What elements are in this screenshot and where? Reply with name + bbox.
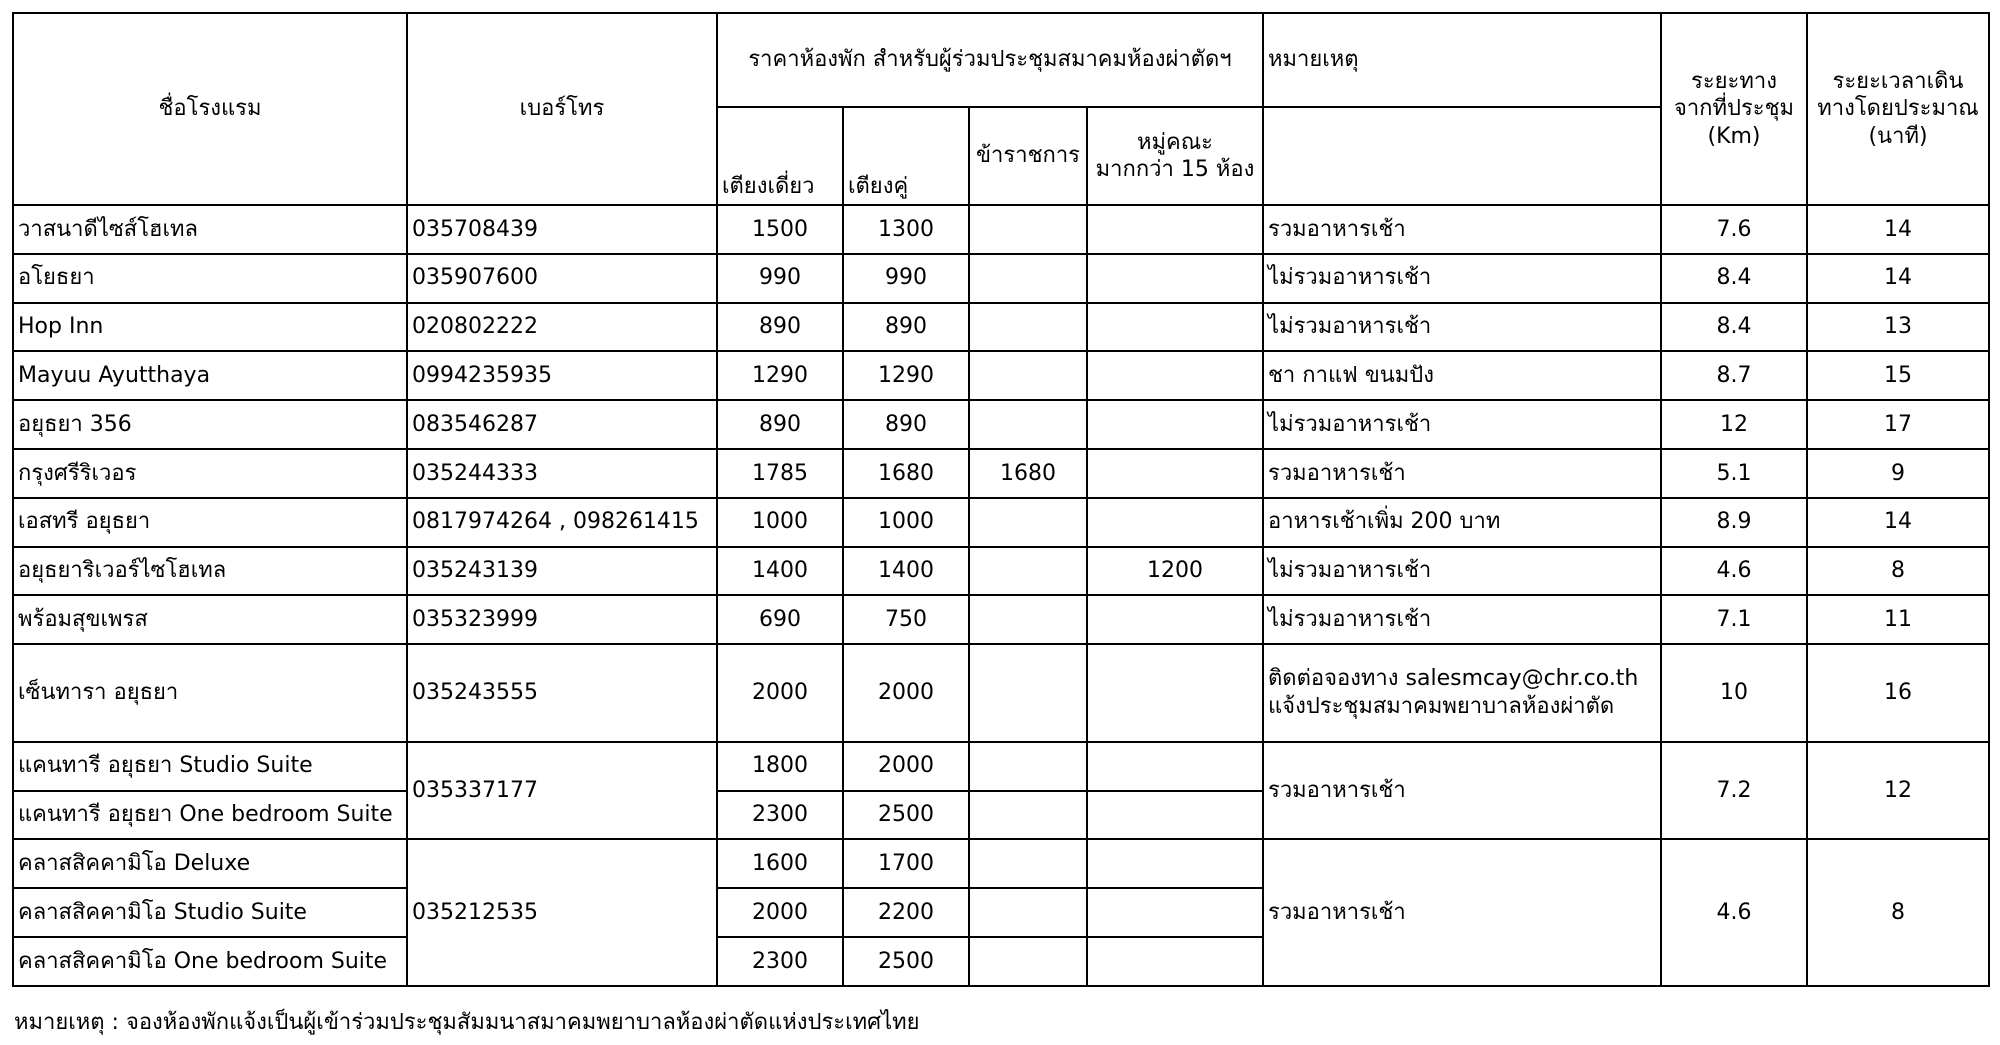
header-time xyxy=(1807,13,1989,205)
single-bed-price-cell: 2000 xyxy=(717,644,843,742)
distance-cell: 7.1 xyxy=(1661,595,1807,644)
single-bed-price-cell: 1785 xyxy=(717,449,843,498)
group-price-cell xyxy=(1087,351,1263,400)
header-hotel-name: ชื่อโรงแรม xyxy=(13,13,407,205)
twin-bed-price-cell: 890 xyxy=(843,400,969,449)
header-remark: หมายเหตุ xyxy=(1263,13,1661,107)
distance-cell: 7.6 xyxy=(1661,205,1807,254)
group-price-cell xyxy=(1087,644,1263,742)
group-price-cell xyxy=(1087,595,1263,644)
single-bed-price-cell: 990 xyxy=(717,254,843,303)
remark-cell xyxy=(1263,644,1661,742)
government-price-cell xyxy=(969,547,1087,596)
government-price-cell xyxy=(969,644,1087,742)
government-price-cell xyxy=(969,742,1087,791)
hotel-name-cell: คลาสสิคคามิโอ Studio Suite xyxy=(13,888,407,937)
government-price-cell xyxy=(969,498,1087,547)
phone-cell: 035243139 xyxy=(407,547,717,596)
single-bed-price-cell: 1290 xyxy=(717,351,843,400)
twin-bed-price-cell: 990 xyxy=(843,254,969,303)
government-price-cell xyxy=(969,400,1087,449)
government-price-cell xyxy=(969,351,1087,400)
header-remark-blank xyxy=(1263,107,1661,205)
time-cell: 15 xyxy=(1807,351,1989,400)
header-distance-line1: ระยะทาง xyxy=(1691,68,1777,94)
header-government: ข้าราชการ xyxy=(969,107,1087,205)
remark-cell-line2: แจ้งประชุมสมาคมพยาบาลห้องผ่าตัด xyxy=(1268,693,1615,719)
group-price-cell xyxy=(1087,303,1263,352)
single-bed-price-cell: 2300 xyxy=(717,937,843,986)
phone-cell: 083546287 xyxy=(407,400,717,449)
twin-bed-price-cell: 750 xyxy=(843,595,969,644)
twin-bed-price-cell: 1300 xyxy=(843,205,969,254)
table-row xyxy=(13,449,1989,498)
table-row xyxy=(13,498,1989,547)
twin-bed-price-cell: 2000 xyxy=(843,644,969,742)
header-group-line1: หมู่คณะ xyxy=(1137,129,1213,155)
header-single-bed: เตียงเดี่ยว xyxy=(717,107,843,205)
remark-cell: อาหารเช้าเพิ่ม 200 บาท xyxy=(1263,498,1661,547)
phone-cell: 035907600 xyxy=(407,254,717,303)
twin-bed-price-cell: 1700 xyxy=(843,839,969,888)
time-cell: 14 xyxy=(1807,254,1989,303)
header-twin-bed: เตียงคู่ xyxy=(843,107,969,205)
header-time-line1: ระยะเวลาเดิน xyxy=(1832,68,1964,94)
time-cell: 9 xyxy=(1807,449,1989,498)
government-price-cell xyxy=(969,888,1087,937)
single-bed-price-cell: 890 xyxy=(717,400,843,449)
remark-cell: ชา กาแฟ ขนมปัง xyxy=(1263,351,1661,400)
twin-bed-price-cell: 2500 xyxy=(843,937,969,986)
time-cell: 11 xyxy=(1807,595,1989,644)
time-cell: 12 xyxy=(1807,742,1989,840)
remark-cell: รวมอาหารเช้า xyxy=(1263,205,1661,254)
time-cell: 8 xyxy=(1807,547,1989,596)
single-bed-price-cell: 2000 xyxy=(717,888,843,937)
twin-bed-price-cell: 2500 xyxy=(843,791,969,840)
group-price-cell xyxy=(1087,937,1263,986)
phone-cell: 0994235935 xyxy=(407,351,717,400)
distance-cell: 12 xyxy=(1661,400,1807,449)
group-price-cell xyxy=(1087,205,1263,254)
government-price-cell xyxy=(969,595,1087,644)
group-price-cell xyxy=(1087,400,1263,449)
header-price-group: ราคาห้องพัก สำหรับผู้ร่วมประชุมสมาคมห้องผ่าตัดฯ xyxy=(717,13,1263,107)
remark-cell: ไม่รวมอาหารเช้า xyxy=(1263,254,1661,303)
time-cell: 13 xyxy=(1807,303,1989,352)
distance-cell: 10 xyxy=(1661,644,1807,742)
hotel-name-cell: Mayuu Ayutthaya xyxy=(13,351,407,400)
government-price-cell xyxy=(969,937,1087,986)
hotel-name-cell: เซ็นทารา อยุธยา xyxy=(13,644,407,742)
distance-cell: 8.9 xyxy=(1661,498,1807,547)
single-bed-price-cell: 1600 xyxy=(717,839,843,888)
government-price-cell xyxy=(969,303,1087,352)
remark-cell: ไม่รวมอาหารเช้า xyxy=(1263,400,1661,449)
distance-cell: 8.4 xyxy=(1661,303,1807,352)
header-phone: เบอร์โทร xyxy=(407,13,717,205)
hotel-name-cell: อยุธยา 356 xyxy=(13,400,407,449)
government-price-cell xyxy=(969,205,1087,254)
header-group-line2: มากกว่า 15 ห้อง xyxy=(1095,157,1255,182)
header-distance-line2: จากที่ประชุม xyxy=(1673,96,1795,122)
hotel-name-cell: พร้อมสุขเพรส xyxy=(13,595,407,644)
group-price-cell xyxy=(1087,839,1263,888)
remark-cell: รวมอาหารเช้า xyxy=(1263,449,1661,498)
remark-cell: รวมอาหารเช้า xyxy=(1263,839,1661,985)
group-price-cell xyxy=(1087,742,1263,791)
table-row xyxy=(13,742,1989,791)
table-row xyxy=(13,254,1989,303)
time-cell: 8 xyxy=(1807,839,1989,985)
table-row xyxy=(13,595,1989,644)
phone-cell: 020802222 xyxy=(407,303,717,352)
phone-cell: 035337177 xyxy=(407,742,717,840)
hotel-name-cell: แคนทารี อยุธยา One bedroom Suite xyxy=(13,791,407,840)
group-price-cell xyxy=(1087,498,1263,547)
hotel-name-cell: เอสทรี อยุธยา xyxy=(13,498,407,547)
twin-bed-price-cell: 2200 xyxy=(843,888,969,937)
header-time-line3: (นาที) xyxy=(1868,123,1928,149)
header-time-line2: ทางโดยประมาณ xyxy=(1817,96,1979,122)
twin-bed-price-cell: 2000 xyxy=(843,742,969,791)
single-bed-price-cell: 2300 xyxy=(717,791,843,840)
twin-bed-price-cell: 1400 xyxy=(843,547,969,596)
hotel-name-cell: คลาสสิคคามิโอ One bedroom Suite xyxy=(13,937,407,986)
phone-cell: 0817974264 , 098261415 xyxy=(407,498,717,547)
remark-cell-line1: ติดต่อจองทาง salesmcay@chr.co.th xyxy=(1268,666,1639,692)
remark-cell: ไม่รวมอาหารเช้า xyxy=(1263,303,1661,352)
hotel-name-cell: กรุงศรีริเวอร xyxy=(13,449,407,498)
group-price-cell xyxy=(1087,254,1263,303)
hotel-price-table xyxy=(12,12,1990,987)
phone-cell: 035708439 xyxy=(407,205,717,254)
time-cell: 14 xyxy=(1807,498,1989,547)
distance-cell: 8.4 xyxy=(1661,254,1807,303)
distance-cell: 5.1 xyxy=(1661,449,1807,498)
single-bed-price-cell: 1800 xyxy=(717,742,843,791)
distance-cell: 4.6 xyxy=(1661,547,1807,596)
phone-cell: 035244333 xyxy=(407,449,717,498)
time-cell: 14 xyxy=(1807,205,1989,254)
footnote: หมายเหตุ : จองห้องพักแจ้งเป็นผู้เข้าร่วมประชุมสัมมนาสมาคมพยาบาลห้องผ่าตัดแห่งประเทศไทย xyxy=(14,1010,920,1035)
group-price-cell xyxy=(1087,449,1263,498)
hotel-name-cell: แคนทารี อยุธยา Studio Suite xyxy=(13,742,407,791)
single-bed-price-cell: 690 xyxy=(717,595,843,644)
header-group xyxy=(1087,107,1263,205)
single-bed-price-cell: 1000 xyxy=(717,498,843,547)
group-price-cell xyxy=(1087,791,1263,840)
single-bed-price-cell: 1400 xyxy=(717,547,843,596)
group-price-cell xyxy=(1087,888,1263,937)
twin-bed-price-cell: 890 xyxy=(843,303,969,352)
remark-cell: รวมอาหารเช้า xyxy=(1263,742,1661,840)
single-bed-price-cell: 890 xyxy=(717,303,843,352)
government-price-cell xyxy=(969,839,1087,888)
time-cell: 16 xyxy=(1807,644,1989,742)
hotel-name-cell: อยุธยาริเวอร์ไซโฮเทล xyxy=(13,547,407,596)
hotel-name-cell: คลาสสิคคามิโอ Deluxe xyxy=(13,839,407,888)
remark-cell: ไม่รวมอาหารเช้า xyxy=(1263,595,1661,644)
time-cell: 17 xyxy=(1807,400,1989,449)
table-row xyxy=(13,400,1989,449)
single-bed-price-cell: 1500 xyxy=(717,205,843,254)
header-distance xyxy=(1661,13,1807,205)
government-price-cell xyxy=(969,254,1087,303)
hotel-name-cell: Hop Inn xyxy=(13,303,407,352)
table-row xyxy=(13,303,1989,352)
government-price-cell xyxy=(969,791,1087,840)
group-price-cell: 1200 xyxy=(1087,547,1263,596)
hotel-name-cell: อโยธยา xyxy=(13,254,407,303)
table-row xyxy=(13,547,1989,596)
distance-cell: 8.7 xyxy=(1661,351,1807,400)
twin-bed-price-cell: 1290 xyxy=(843,351,969,400)
distance-cell: 4.6 xyxy=(1661,839,1807,985)
government-price-cell: 1680 xyxy=(969,449,1087,498)
header-distance-line3: (Km) xyxy=(1707,123,1761,149)
table-row xyxy=(13,351,1989,400)
phone-cell: 035212535 xyxy=(407,839,717,985)
hotel-name-cell: วาสนาดีไซส์โฮเทล xyxy=(13,205,407,254)
phone-cell: 035323999 xyxy=(407,595,717,644)
table-row xyxy=(13,644,1989,742)
table-row xyxy=(13,839,1989,888)
twin-bed-price-cell: 1680 xyxy=(843,449,969,498)
twin-bed-price-cell: 1000 xyxy=(843,498,969,547)
table-row xyxy=(13,205,1989,254)
phone-cell: 035243555 xyxy=(407,644,717,742)
remark-cell: ไม่รวมอาหารเช้า xyxy=(1263,547,1661,596)
distance-cell: 7.2 xyxy=(1661,742,1807,840)
